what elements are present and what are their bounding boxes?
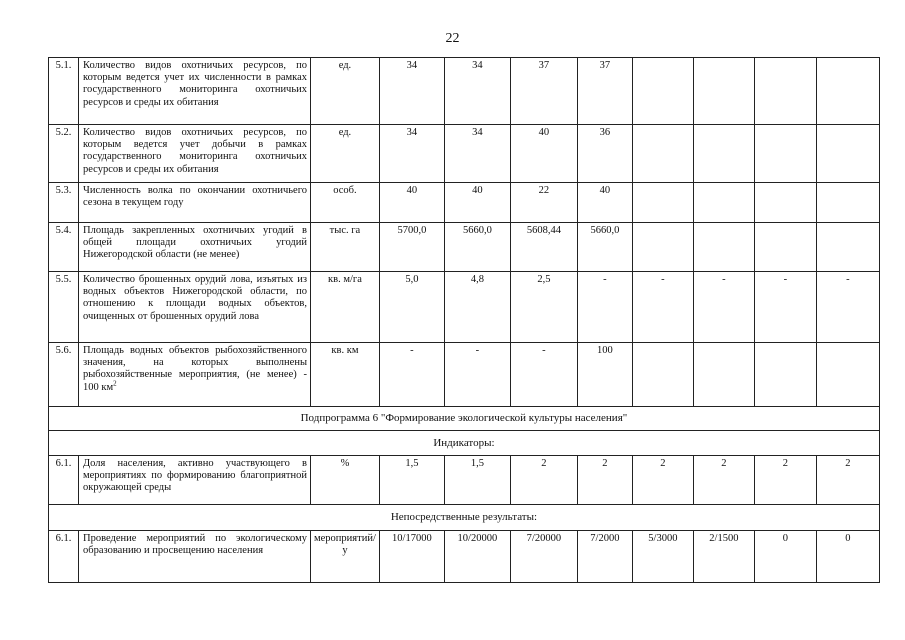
value-cell: 2/1500 [693,531,754,583]
indicators-table [48,57,880,583]
value-cell [632,223,693,272]
value-cell: 2 [632,456,693,505]
unit-cell: кв. м/га [311,272,380,343]
value-cell [816,223,879,272]
table-row [49,125,880,183]
row-number: 5.6. [49,343,79,407]
table-row [49,223,880,272]
value-cell [816,125,879,183]
value-cell [632,343,693,407]
table-row [49,183,880,223]
value-cell: 0 [754,531,816,583]
value-cell: 10/17000 [379,531,444,583]
table-row [49,343,880,407]
value-cell: 5660,0 [577,223,632,272]
value-cell: 34 [444,125,510,183]
value-cell [754,343,816,407]
section-row [49,431,880,456]
value-cell: 4,8 [444,272,510,343]
value-cell: 5700,0 [379,223,444,272]
value-cell: 40 [444,183,510,223]
value-cell: 5608,44 [510,223,577,272]
indicator-name: Проведение мероприятий по экологическому образованию и просвещению населения [79,531,311,583]
value-cell: 2 [577,456,632,505]
indicator-name-text: Площадь водных объектов рыбохозяйственного значения, на которых выполнены рыбохозяйственные мероприятия, (не менее) - 100 км [83,345,307,393]
section-row [49,505,880,531]
value-cell: 36 [577,125,632,183]
value-cell: 40 [510,125,577,183]
unit-cell: % [311,456,380,505]
row-number: 5.5. [49,272,79,343]
indicator-name [79,343,311,407]
value-cell [632,125,693,183]
value-cell [693,125,754,183]
value-cell: 1,5 [379,456,444,505]
page-number: 22 [445,31,460,46]
value-cell: - [816,272,879,343]
value-cell: 22 [510,183,577,223]
value-cell [693,58,754,125]
indicator-name: Доля населения, активно участвующего в мероприятиях по формированию благоприятной окружающей среды [79,456,311,505]
unit-cell: кв. км [311,343,380,407]
value-cell: 7/20000 [510,531,577,583]
indicator-name: Площадь закрепленных охотничьих угодий в общей площади охотничьих угодий Нижегородской области (не менее) [79,223,311,272]
value-cell [816,343,879,407]
table-row [49,272,880,343]
value-cell: 1,5 [444,456,510,505]
value-cell: - [379,343,444,407]
value-cell: - [444,343,510,407]
indicator-name: Количество видов охотничьих ресурсов, по которым ведется учет добычи в рамках государственного мониторинга охотничьих ресурсов и среды их обитания [79,125,311,183]
row-number: 6.1. [49,531,79,583]
indicator-name: Численность волка по окончании охотничьего сезона в текущем году [79,183,311,223]
value-cell: 5,0 [379,272,444,343]
value-cell: 2 [693,456,754,505]
value-cell: 0 [816,531,879,583]
row-number: 5.3. [49,183,79,223]
value-cell: 34 [379,125,444,183]
value-cell: 7/2000 [577,531,632,583]
row-number: 6.1. [49,456,79,505]
row-number: 5.4. [49,223,79,272]
value-cell: - [510,343,577,407]
value-cell: - [577,272,632,343]
value-cell [754,125,816,183]
value-cell: - [693,272,754,343]
value-cell: 40 [577,183,632,223]
value-cell: 34 [444,58,510,125]
value-cell: - [632,272,693,343]
unit-cell: особ. [311,183,380,223]
value-cell: 2,5 [510,272,577,343]
section-row [49,407,880,431]
indicators-header: Индикаторы: [49,431,880,456]
results-header: Непосредственные результаты: [49,505,880,531]
value-cell [754,183,816,223]
row-number: 5.2. [49,125,79,183]
value-cell [754,223,816,272]
table-row [49,58,880,125]
unit-cell: тыс. га [311,223,380,272]
value-cell: 5660,0 [444,223,510,272]
value-cell [632,58,693,125]
value-cell: 100 [577,343,632,407]
subprogram-title: Подпрограмма 6 "Формирование экологической культуры населения" [49,407,880,431]
indicator-name: Количество видов охотничьих ресурсов, по которым ведется учет их численности в рамках государственного мониторинга охотничьих ресурсов и среды их обитания [79,58,311,125]
value-cell [693,183,754,223]
value-cell [693,343,754,407]
table-row [49,531,880,583]
value-cell: 37 [510,58,577,125]
value-cell: 40 [379,183,444,223]
value-cell: 2 [754,456,816,505]
value-cell: 2 [816,456,879,505]
value-cell [632,183,693,223]
indicator-name: Количество брошенных орудий лова, изъятых из водных объектов Нижегородской области, по отношению к площади водных объектов, очищенных от брошенных орудий лова [79,272,311,343]
value-cell: 10/20000 [444,531,510,583]
value-cell: 34 [379,58,444,125]
value-cell: 2 [510,456,577,505]
unit-cell: ед. [311,125,380,183]
superscript: 2 [113,379,117,388]
table-row [49,456,880,505]
value-cell [693,223,754,272]
value-cell: 37 [577,58,632,125]
row-number: 5.1. [49,58,79,125]
unit-cell: мероприятий/у [311,531,380,583]
value-cell: - [754,272,816,343]
value-cell [816,58,879,125]
value-cell [816,183,879,223]
value-cell [754,58,816,125]
value-cell: 5/3000 [632,531,693,583]
unit-cell: ед. [311,58,380,125]
